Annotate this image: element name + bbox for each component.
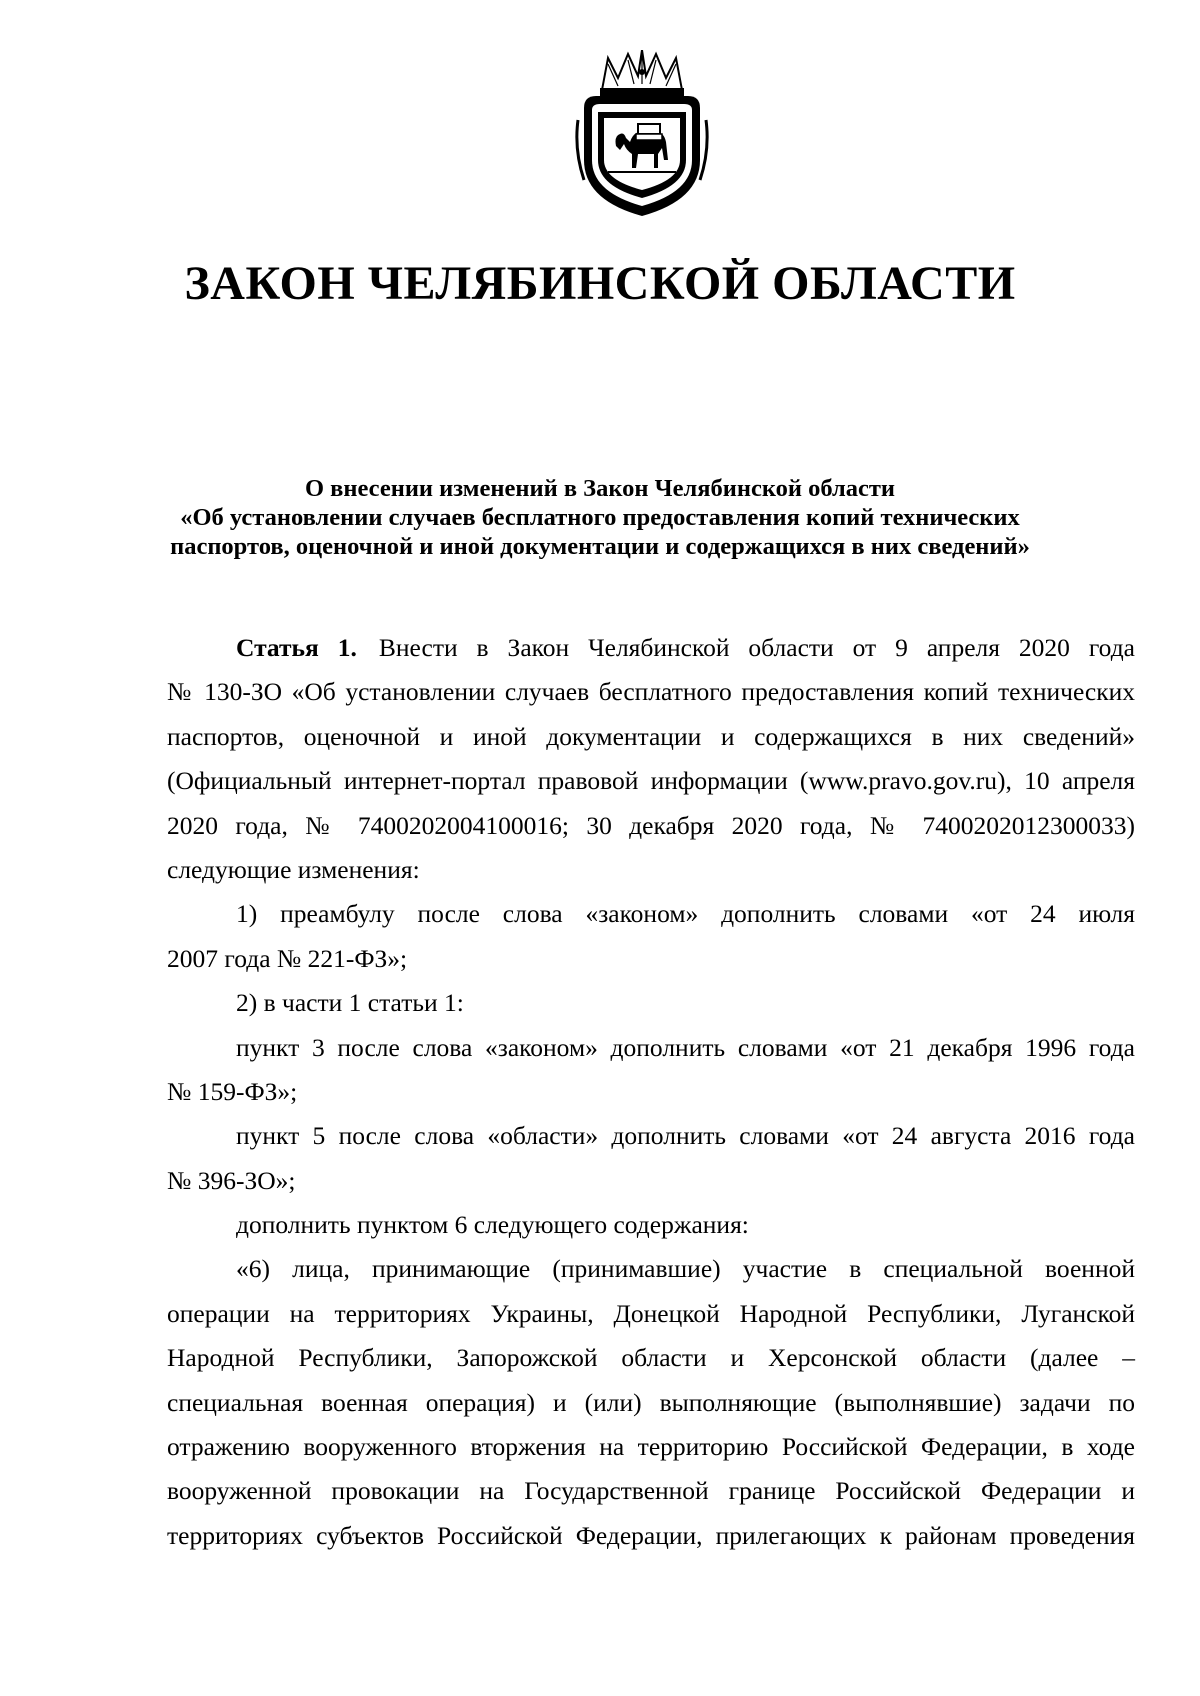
body-line: Внести в Закон Челябинской области от 9 апреля 2020 года (378, 633, 1135, 662)
article-1-first-line (167, 626, 1135, 670)
body-line: пункт 3 после слова «законом» дополнить словами «от 21 декабря 1996 года (236, 1032, 1135, 1062)
subtitle-line: «Об установлении случаев бесплатного предоставления копий технических (180, 504, 1020, 531)
crown-icon (600, 50, 684, 96)
body-line: 2007 года № 221-ФЗ»; (167, 943, 408, 973)
document-title: ЗАКОН ЧЕЛЯБИНСКОЙ ОБЛАСТИ (184, 257, 1016, 310)
body-line: № 130-ЗО «Об установлении случаев бесплатного предоставления копий технических (167, 677, 1135, 707)
body-line: операции на территориях Украины, Донецкой Народной Республики, Луганской (167, 1298, 1135, 1328)
body-line: 2) в части 1 статьи 1: (236, 988, 464, 1018)
coat-of-arms-icon (572, 50, 712, 220)
body-line: следующие изменения: (167, 854, 420, 884)
subtitle-line: паспортов, оценочной и иной документации и содержащихся в них сведений» (170, 533, 1030, 560)
body-line: дополнить пунктом 6 следующего содержания: (236, 1210, 749, 1240)
body-line: 2020 года, № 7400202004100016; 30 декабря 2020 года, № 7400202012300033) (167, 810, 1135, 840)
body-line: паспортов, оценочной и иной документации и содержащихся в них сведений» (167, 721, 1135, 751)
body-line: пункт 5 после слова «области» дополнить словами «от 24 августа 2016 года (236, 1121, 1135, 1151)
body-line: территориях субъектов Российской Федерации, прилегающих к районам проведения (167, 1520, 1135, 1550)
body-line: специальная военная операция) и (или) выполняющие (выполнявшие) задачи по (167, 1387, 1135, 1417)
body-line: (Официальный интернет-портал правовой информации (www.pravo.gov.ru), 10 апреля (167, 766, 1135, 796)
body-line: № 159-ФЗ»; (167, 1076, 298, 1106)
body-line: отражению вооруженного вторжения на территорию Российской Федерации, в ходе (167, 1432, 1135, 1462)
document-subtitle (160, 474, 1040, 561)
body-line: вооруженной провокации на Государственной границе Российской Федерации и (167, 1476, 1135, 1506)
body-line: № 396-ЗО»; (167, 1165, 296, 1195)
article-label: Статья 1. (236, 633, 357, 662)
body-line: 1) преамбулу после слова «законом» дополнить словами «от 24 июля (236, 899, 1135, 929)
document-body (167, 626, 1135, 1558)
body-line: Народной Республики, Запорожской области и Херсонской области (далее – (167, 1343, 1135, 1373)
body-line: «6) лица, принимающие (принимавшие) участие в специальной военной (236, 1254, 1135, 1284)
subtitle-line: О внесении изменений в Закон Челябинской области (304, 475, 896, 502)
